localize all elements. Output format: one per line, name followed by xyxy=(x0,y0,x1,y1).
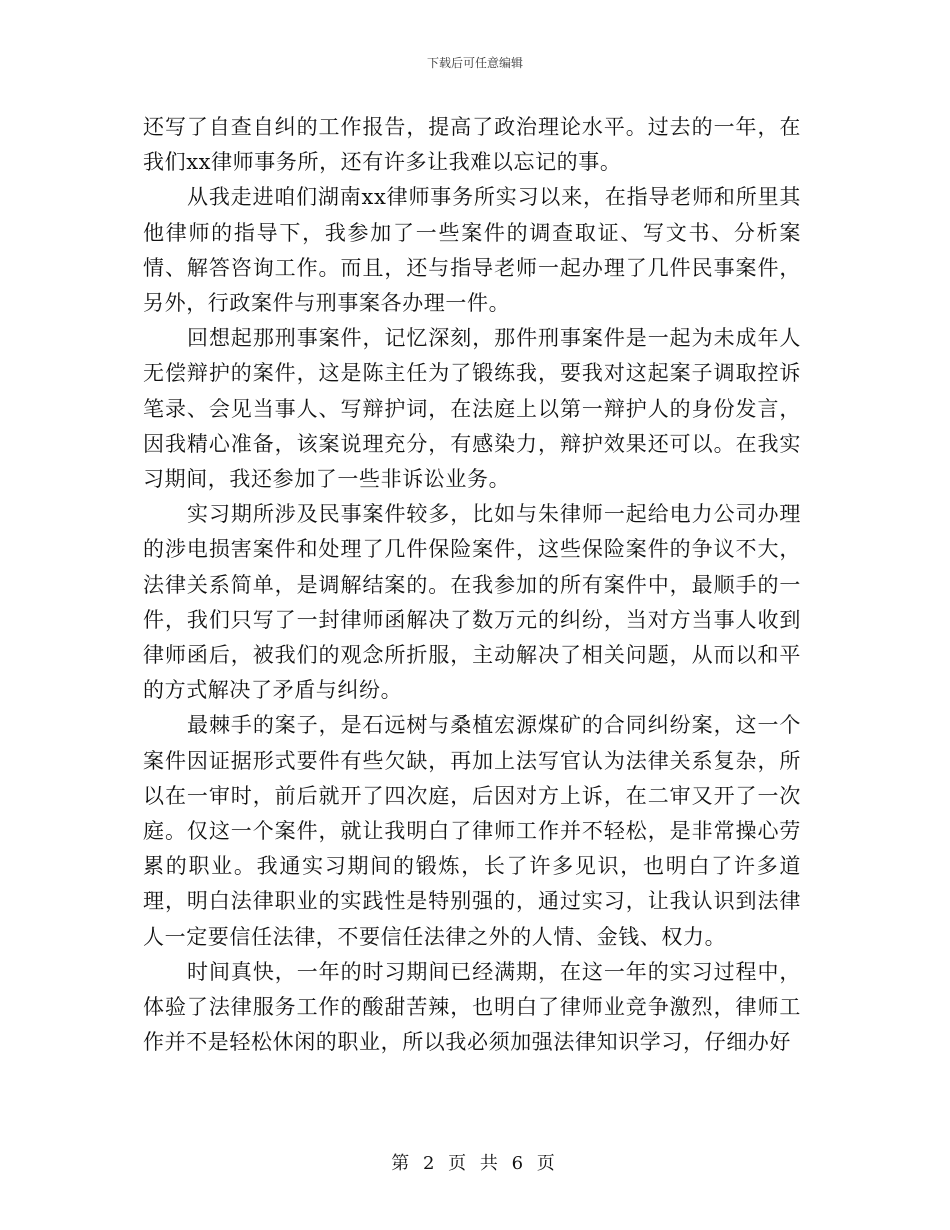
paragraph-5: 最棘手的案子，是石远树与桑植宏源煤矿的合同纠纷案，这一个案件因证据形式要件有些欠缺，再加上法写官认为法律关系复杂，所以在一审时，前后就开了四次庭，后因对方上诉，在二审又开了一次庭。仅这一个案件，就让我明白了律师工作并不轻松，是非常操心劳累的职业。我通实习期间的锻炼，长了许多见识，也明白了许多道理，明白法律职业的实践性是特别强的，通过实习，让我认识到法律人一定要信任法律，不要信任法律之外的人情、金钱、权力。 xyxy=(143,713,801,949)
paragraph-6: 时间真快，一年的时习期间已经满期，在这一年的实习过程中，体验了法律服务工作的酸甜苦辣，也明白了律师业竞争激烈，律师工作并不是轻松休闲的职业，所以我必须加强法律知识学习，仔细办好 xyxy=(143,959,801,1055)
document-body xyxy=(143,110,801,1060)
paragraph-4: 实习期所涉及民事案件较多，比如与朱律师一起给电力公司办理的涉电损害案件和处理了几件保险案件，这些保险案件的争议不大，法律关系简单，是调解结案的。在我参加的所有案件中，最顺手的一件，我们只写了一封律师函解决了数万元的纠纷，当对方当事人收到律师函后，被我们的观念所折服，主动解决了相关问题，从而以和平的方式解决了矛盾与纠纷。 xyxy=(143,502,801,703)
page-header: 下载后可任意编辑 xyxy=(426,56,523,70)
page-number-footer: 第 2 页 共 6 页 xyxy=(391,1153,559,1174)
paragraph-3: 回想起那刑事案件，记忆深刻，那件刑事案件是一起为未成年人无偿辩护的案件，这是陈主任为了锻练我，要我对这起案子调取控诉笔录、会见当事人、写辩护词，在法庭上以第一辩护人的身份发言，因我精心准备，该案说理充分，有感染力，辩护效果还可以。在我实习期间，我还参加了一些非诉讼业务。 xyxy=(143,326,801,492)
paragraph-2: 从我走进咱们湖南xx律师事务所实习以来，在指导老师和所里其他律师的指导下，我参加了一些案件的调查取证、写文书、分析案情、解答咨询工作。而且，还与指导老师一起办理了几件民事案件，另外，行政案件与刑事案各办理一件。 xyxy=(143,185,801,316)
paragraph-1: 还写了自查自纠的工作报告，提高了政治理论水平。过去的一年，在我们xx律师事务所，还有许多让我难以忘记的事。 xyxy=(143,115,801,175)
